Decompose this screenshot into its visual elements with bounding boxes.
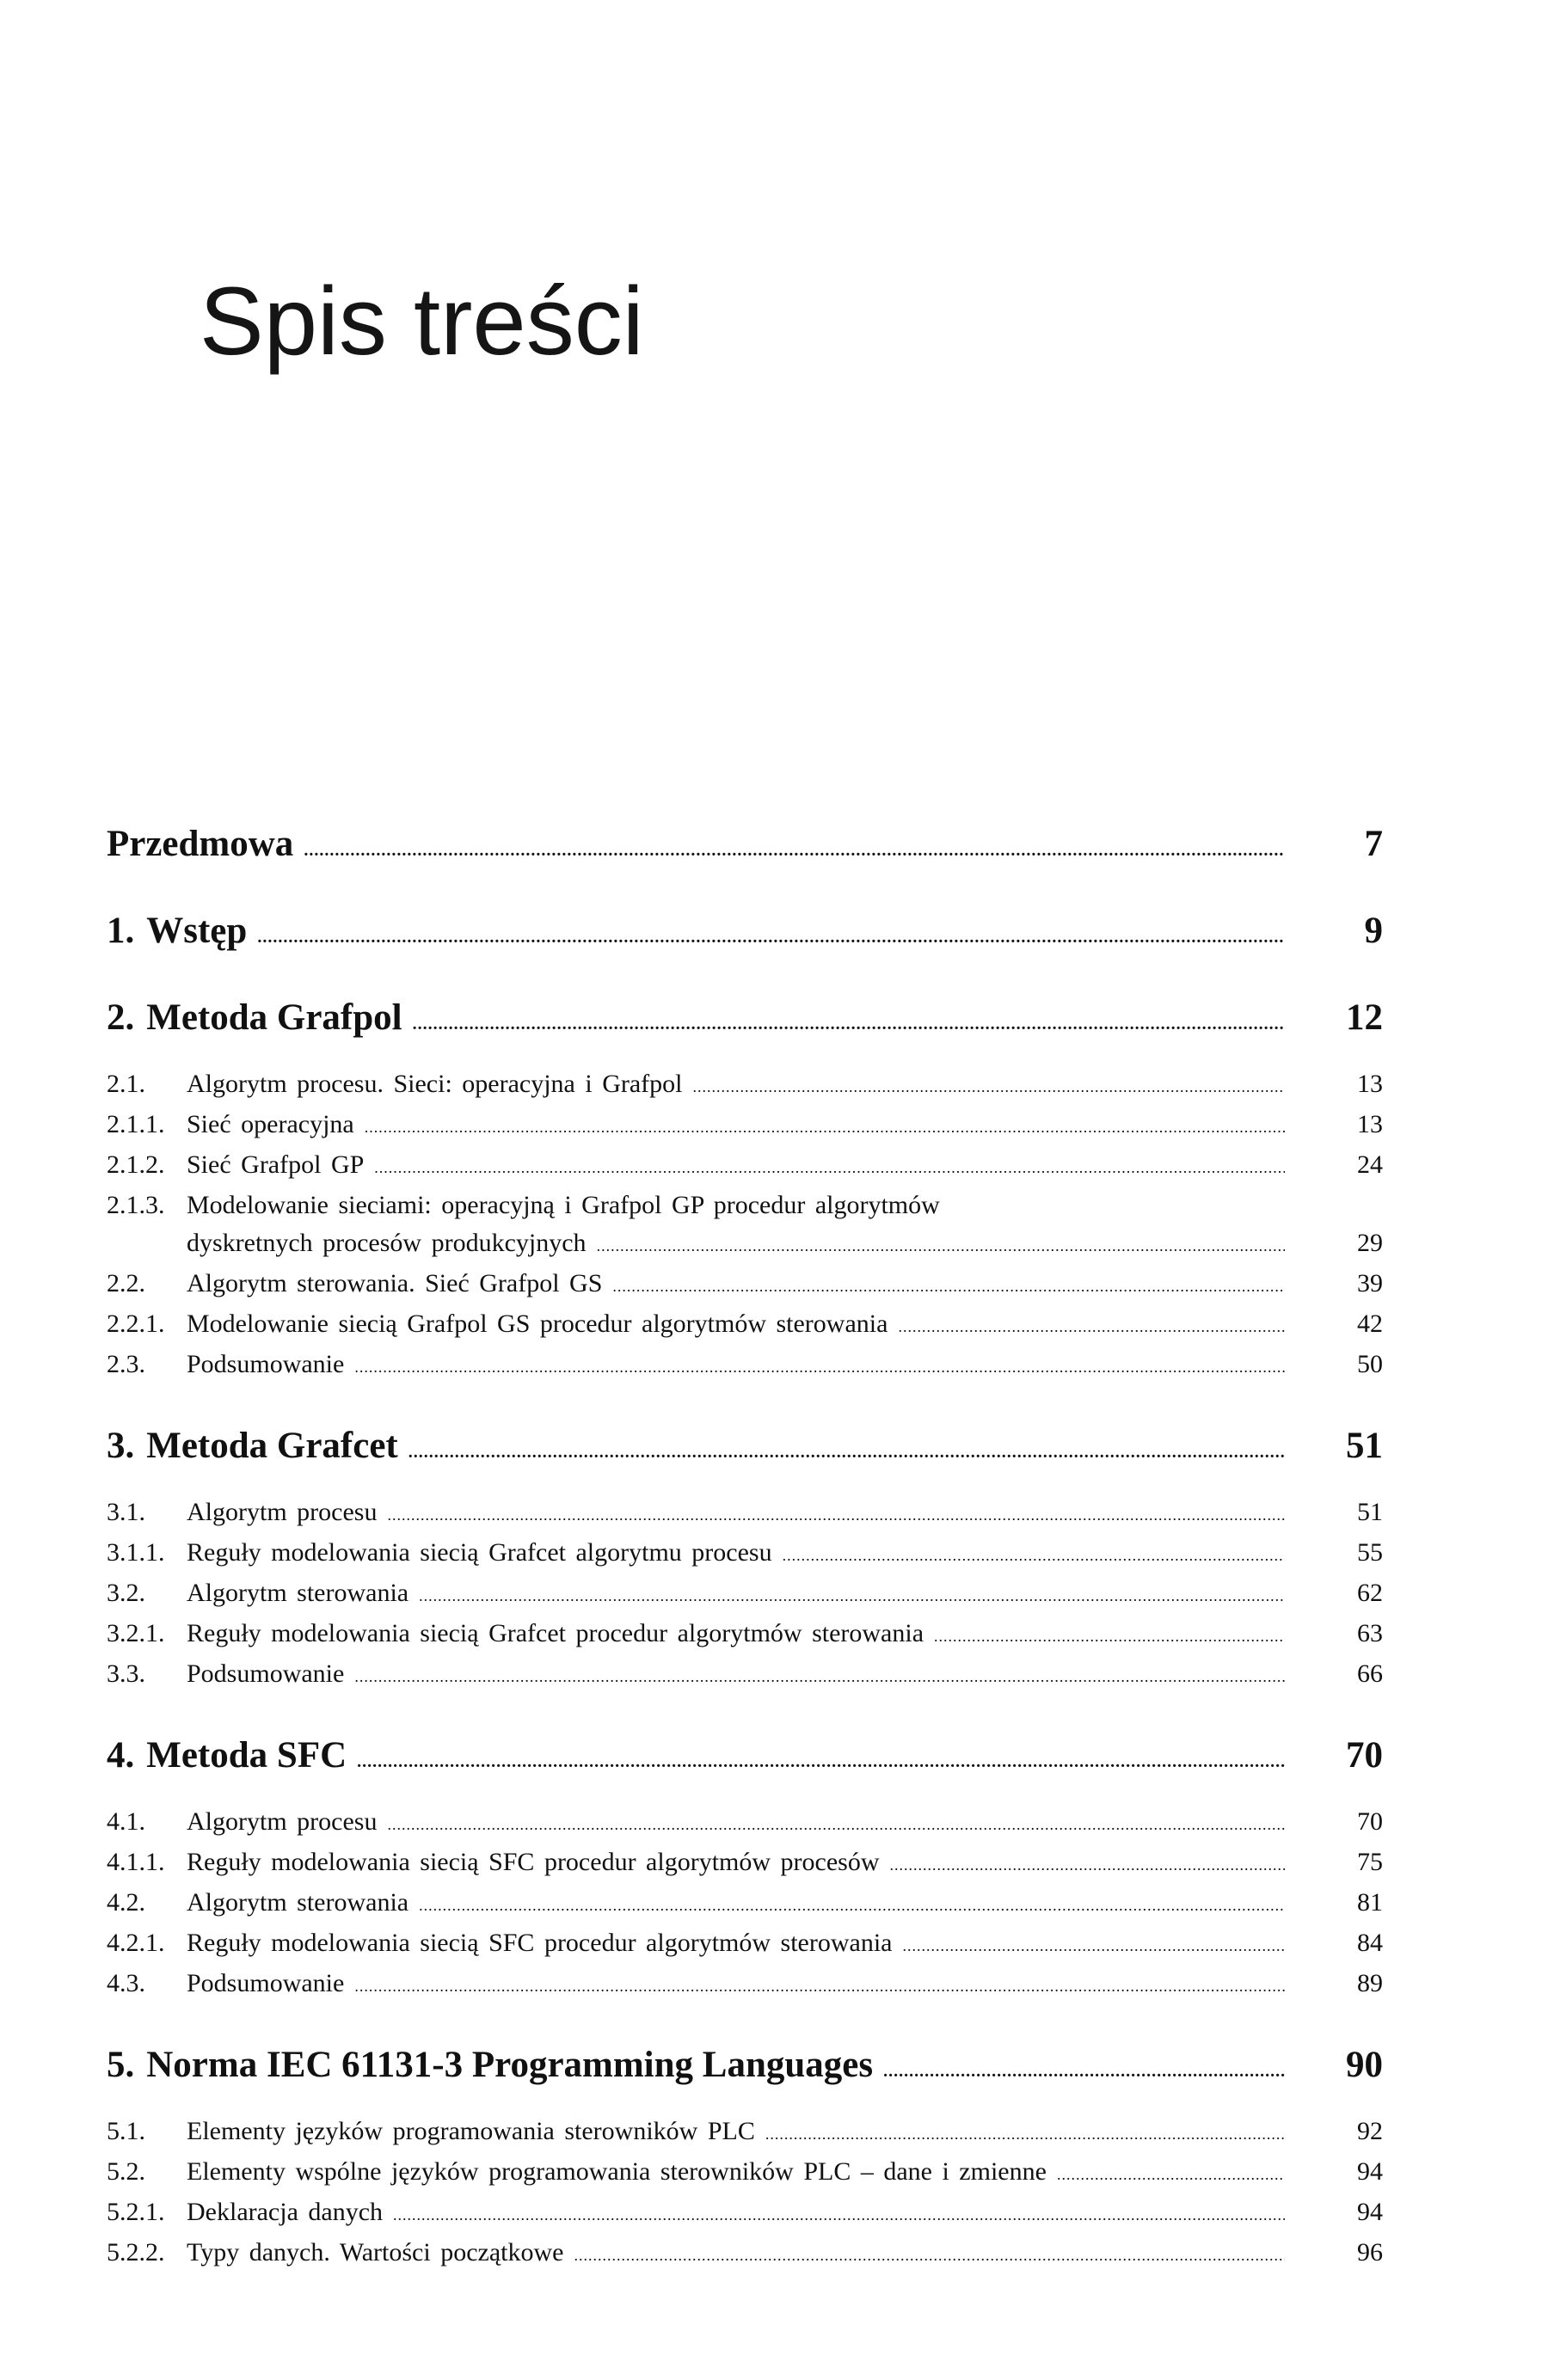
section-page: 24 [1357, 1150, 1383, 1179]
section-entry [107, 1965, 1383, 2005]
section-title: Algorytm procesu [187, 1498, 378, 1526]
dot-leader [393, 2196, 1285, 2234]
section-number: 2.2.1. [107, 1310, 165, 1338]
section-title: Sieć Grafpol GP [187, 1150, 365, 1179]
chapter-page: 51 [1346, 1426, 1383, 1466]
section-number: 4.2. [107, 1888, 145, 1917]
dot-leader [597, 1227, 1285, 1265]
section-page: 50 [1357, 1350, 1383, 1378]
dot-leader [354, 1658, 1285, 1696]
section-title: Reguły modelowania siecią Grafcet algorytmu procesu [187, 1538, 772, 1567]
dot-leader [357, 1741, 1285, 1782]
section-title: Reguły modelowania siecią SFC procedur algorytmów procesów [187, 1848, 880, 1876]
dot-leader [693, 1068, 1286, 1106]
dot-leader [574, 2236, 1285, 2274]
section-number: 4.1.1. [107, 1848, 165, 1876]
section-entry [107, 2193, 1383, 2234]
chapter-entry [107, 911, 1383, 958]
section-page: 70 [1357, 1807, 1383, 1836]
dot-leader [304, 830, 1285, 871]
section-entry [107, 1187, 1383, 1224]
section-entry [107, 1843, 1383, 1884]
section-title: Algorytm procesu. Sieci: operacyjna i Grafpol [187, 1070, 683, 1098]
section-entry [107, 1574, 1383, 1615]
section-title-continued: dyskretnych procesów produkcyjnych [187, 1229, 587, 1257]
chapter-title: Przedmowa [107, 824, 294, 864]
dot-leader [408, 1432, 1285, 1473]
chapter-number: 1. [107, 911, 135, 951]
chapter-number: 2. [107, 997, 135, 1038]
table-of-contents [107, 824, 1383, 2274]
section-entry [107, 1305, 1383, 1346]
section-title: Podsumowanie [187, 1969, 345, 1997]
dot-leader [413, 1003, 1285, 1045]
chapter-title: Norma IEC 61131-3 Programming Languages [146, 2045, 874, 2085]
section-page: 39 [1357, 1269, 1383, 1297]
section-number: 4.2.1. [107, 1929, 165, 1957]
section-page: 81 [1357, 1888, 1383, 1917]
section-entry-continuation [107, 1224, 1383, 1265]
chapter-title: Metoda Grafcet [146, 1426, 398, 1466]
chapter-page: 9 [1364, 911, 1383, 951]
section-entry [107, 1884, 1383, 1924]
section-number: 4.3. [107, 1969, 145, 1997]
dot-leader [883, 2051, 1285, 2092]
section-page: 84 [1357, 1929, 1383, 1957]
chapter-page: 90 [1346, 2045, 1383, 2085]
section-page: 66 [1357, 1659, 1383, 1688]
chapter-page: 7 [1364, 824, 1383, 864]
dot-leader [419, 1577, 1285, 1615]
section-title: Algorytm sterowania [187, 1579, 409, 1607]
section-entry [107, 2234, 1383, 2274]
dot-leader [765, 2115, 1285, 2153]
dot-leader [387, 1806, 1285, 1843]
section-page: 55 [1357, 1538, 1383, 1567]
section-page: 42 [1357, 1310, 1383, 1338]
dot-leader [612, 1267, 1285, 1305]
section-entry [107, 1346, 1383, 1386]
section-number: 2.1.2. [107, 1150, 165, 1179]
section-entry [107, 2113, 1383, 2153]
dot-leader [890, 1846, 1286, 1884]
section-page: 89 [1357, 1969, 1383, 1997]
chapter-entry [107, 1426, 1383, 1473]
chapter-title: Metoda SFC [146, 1735, 347, 1776]
chapter-entry [107, 2045, 1383, 2092]
section-number: 3.3. [107, 1659, 145, 1688]
section-page: 96 [1357, 2238, 1383, 2267]
dot-leader [898, 1308, 1285, 1346]
dot-leader [419, 1886, 1285, 1924]
section-entry [107, 1065, 1383, 1106]
section-title: Algorytm sterowania [187, 1888, 409, 1917]
section-title: Reguły modelowania siecią Grafcet procedur algorytmów sterowania [187, 1619, 924, 1647]
section-page: 51 [1357, 1498, 1383, 1526]
dot-leader [934, 1617, 1285, 1655]
dot-leader [902, 1927, 1285, 1965]
section-title: Elementy języków programowania sterowników PLC [187, 2117, 755, 2145]
section-page: 13 [1357, 1110, 1383, 1138]
section-number: 2.2. [107, 1269, 145, 1297]
section-number: 3.1. [107, 1498, 145, 1526]
dot-leader [387, 1496, 1285, 1534]
chapter-number: 3. [107, 1426, 135, 1466]
dot-leader [783, 1537, 1285, 1574]
page-title: Spis treści [200, 267, 644, 375]
chapter-page: 70 [1346, 1735, 1383, 1776]
section-entry [107, 1265, 1383, 1305]
dot-leader [1057, 2156, 1285, 2193]
chapter-number: 4. [107, 1735, 135, 1776]
section-title: Algorytm procesu [187, 1807, 378, 1836]
section-page: 92 [1357, 2117, 1383, 2145]
section-page: 94 [1357, 2157, 1383, 2186]
section-number: 2.1.3. [107, 1191, 165, 1219]
section-page: 94 [1357, 2198, 1383, 2226]
section-number: 5.2.2. [107, 2238, 165, 2267]
chapter-entry [107, 824, 1383, 871]
section-title: Podsumowanie [187, 1659, 345, 1688]
section-entry [107, 1494, 1383, 1534]
dot-leader [354, 1967, 1285, 2005]
section-number: 2.1.1. [107, 1110, 165, 1138]
section-entry [107, 2153, 1383, 2193]
dot-leader [354, 1348, 1285, 1386]
section-entry [107, 1146, 1383, 1187]
dot-leader [374, 1149, 1285, 1187]
section-entry [107, 1106, 1383, 1146]
section-number: 5.1. [107, 2117, 145, 2145]
chapter-entry [107, 997, 1383, 1045]
section-page: 63 [1357, 1619, 1383, 1647]
chapter-page: 12 [1346, 997, 1383, 1038]
section-number: 3.1.1. [107, 1538, 165, 1567]
section-entry [107, 1924, 1383, 1965]
section-number: 5.2.1. [107, 2198, 165, 2226]
section-page: 75 [1357, 1848, 1383, 1876]
chapter-entry [107, 1735, 1383, 1782]
chapter-title: Wstęp [146, 911, 248, 951]
section-entry [107, 1534, 1383, 1574]
section-title: Sieć operacyjna [187, 1110, 354, 1138]
section-page: 29 [1357, 1229, 1383, 1257]
section-number: 2.1. [107, 1070, 145, 1098]
section-number: 3.2. [107, 1579, 145, 1607]
section-page: 62 [1357, 1579, 1383, 1607]
section-number: 5.2. [107, 2157, 145, 2186]
section-title: Modelowanie sieciami: operacyjną i Grafpol GP procedur algorytmów [187, 1191, 940, 1219]
dot-leader [365, 1108, 1285, 1146]
section-number: 4.1. [107, 1807, 145, 1836]
section-page: 13 [1357, 1070, 1383, 1098]
chapter-number: 5. [107, 2045, 135, 2085]
section-title: Podsumowanie [187, 1350, 345, 1378]
section-number: 2.3. [107, 1350, 145, 1378]
section-title: Elementy wspólne języków programowania sterowników PLC – dane i zmienne [187, 2157, 1047, 2186]
section-entry [107, 1803, 1383, 1843]
section-title: Modelowanie siecią Grafpol GS procedur algorytmów sterowania [187, 1310, 888, 1338]
section-number: 3.2.1. [107, 1619, 165, 1647]
dot-leader [257, 917, 1285, 958]
section-title: Deklaracja danych [187, 2198, 384, 2226]
section-title: Typy danych. Wartości początkowe [187, 2238, 564, 2267]
section-entry [107, 1615, 1383, 1655]
section-entry [107, 1655, 1383, 1696]
section-title: Algorytm sterowania. Sieć Grafpol GS [187, 1269, 603, 1297]
chapter-title: Metoda Grafpol [146, 997, 402, 1038]
section-title: Reguły modelowania siecią SFC procedur algorytmów sterowania [187, 1929, 893, 1957]
